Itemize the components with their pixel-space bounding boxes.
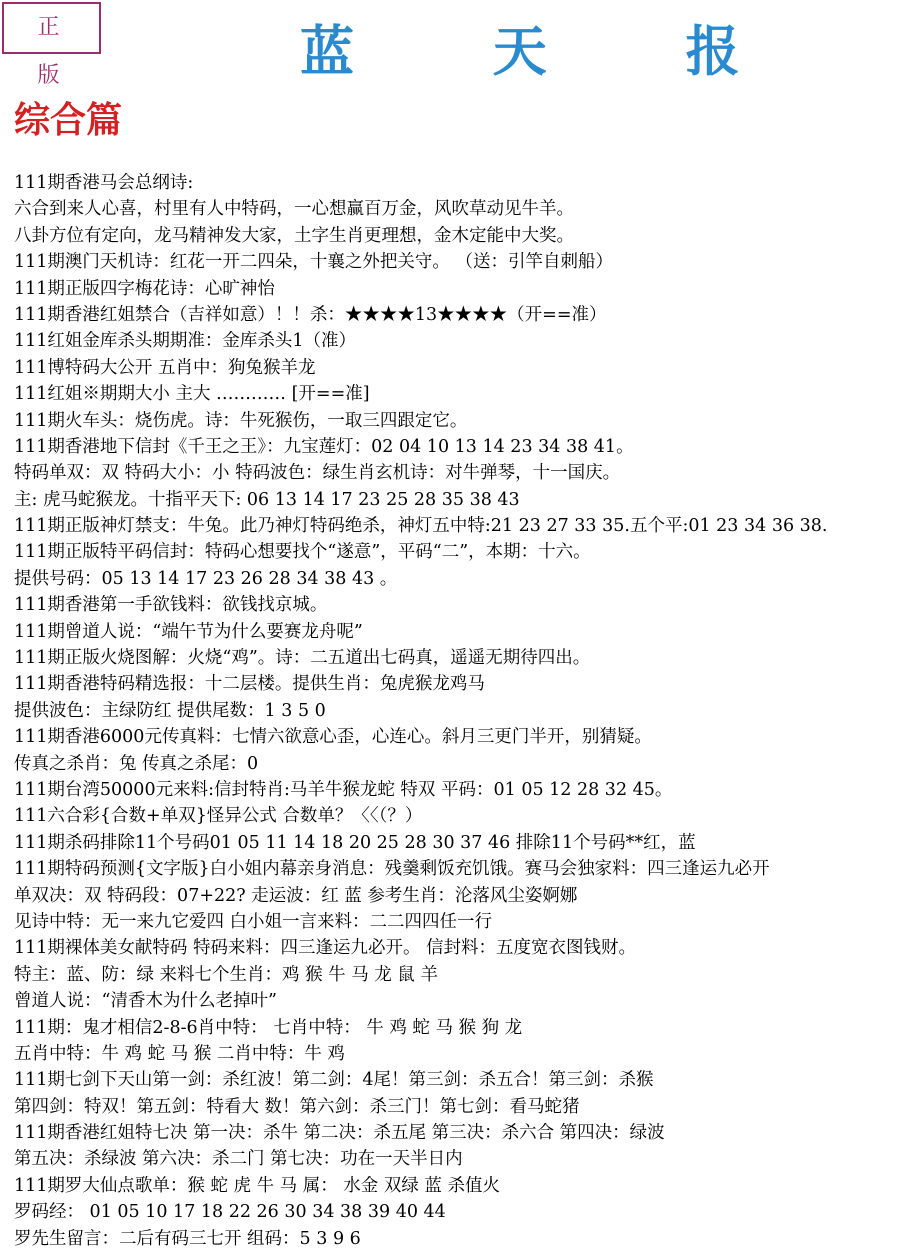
text-line: 111期七剑下天山第一剑：杀红波！第二剑：4尾！第三剑：杀五合！第三剑：杀猴 bbox=[14, 1070, 654, 1091]
text-line: 111红姐金库杀头期期准：金库杀头1（准） bbox=[14, 331, 357, 352]
text-line: 111期香港红姐禁合（吉祥如意）！！杀：★★★★13★★★★（开==准） bbox=[14, 304, 607, 325]
article-body bbox=[14, 170, 900, 1252]
text-line: 111红姐※期期大小 主大 ………… [开==准] bbox=[14, 384, 370, 405]
text-line: 提供号码：05 13 14 17 23 26 28 34 38 43 。 bbox=[14, 568, 398, 589]
text-line: 第四剑：特双！第五剑：特看大 数！第六剑：杀三门！第七剑：看马蛇猪 bbox=[14, 1096, 580, 1117]
edition-stamp: 正 版 bbox=[2, 2, 101, 54]
text-line: 111期澳门天机诗：红花一开二四朵，十襄之外把关守。 （送：引竿自刺船） bbox=[14, 252, 613, 273]
masthead-title: 蓝 天 报 bbox=[300, 19, 800, 83]
text-line: 见诗中特：无一来九它爱四 白小姐一言来料：二二四四任一行 bbox=[14, 911, 493, 932]
text-line: 111期火车头：烧伤虎。诗：牛死猴伤，一取三四跟定它。 bbox=[14, 410, 468, 431]
text-line: 111期裸体美女献特码 特码来料：四三逢运九必开。 信封料：五度宽衣图钱财。 bbox=[14, 938, 637, 959]
text-line: 特码单双：双 特码大小：小 特码波色：绿生肖玄机诗：对牛弹琴，十一国庆。 bbox=[14, 463, 621, 484]
text-line: 111期香港地下信封《千王之王》：九宝莲灯：02 04 10 13 14 23 34 38 41。 bbox=[14, 436, 634, 457]
text-line: 111期正版神灯禁支：牛兔。此乃神灯特码绝杀，神灯五中特:21 23 27 33 35.五个平:01 23 34 36 38. bbox=[14, 516, 828, 537]
text-line: 111期香港第一手欲钱料：欲钱找京城。 bbox=[14, 595, 328, 616]
text-line: 单双决：双 特码段：07+22? 走运波：红 蓝 参考生肖：沦落风尘姿婀娜 bbox=[14, 885, 578, 906]
text-line: 111六合彩{合数+单双}怪异公式 合数单？〈〈（？） bbox=[14, 806, 423, 827]
text-line: 111博特码大公开 五肖中：狗兔猴羊龙 bbox=[14, 357, 316, 378]
text-line: 传真之杀肖：兔 传真之杀尾：0 bbox=[14, 753, 259, 774]
text-line: 第五决：杀绿波 第六决：杀二门 第七决：功在一天半日内 bbox=[14, 1149, 463, 1170]
text-line: 111期曾道人说：“端午节为什么要赛龙舟呢” bbox=[14, 621, 363, 642]
text-line: 罗先生留言：二后有码三七开 组码：5 3 9 6 bbox=[14, 1228, 361, 1249]
text-line: 罗码经： 01 05 10 17 18 22 26 30 34 38 39 40 44 bbox=[14, 1202, 446, 1223]
text-line: 特主：蓝、防：绿 来料七个生肖：鸡 猴 牛 马 龙 鼠 羊 bbox=[14, 964, 438, 985]
text-line: 111期台湾50000元来料:信封特肖:马羊牛猴龙蛇 特双 平码：01 05 12 28 32 45。 bbox=[14, 779, 673, 800]
text-line: 111期特码预测{文字版}白小姐内幕亲身消息：残羹剩饭充饥饿。赛马会独家料：四三逢运九必开 bbox=[14, 859, 770, 880]
text-line: 111期香港马会总纲诗: bbox=[14, 173, 194, 193]
text-line: 111期杀码排除11个号码01 05 11 14 18 20 25 28 30 37 46 排除11个号码**红，蓝 bbox=[14, 832, 696, 853]
text-line: 111期香港6000元传真料：七情六欲意心歪，心连心。斜月三更门半开，别猜疑。 bbox=[14, 727, 652, 748]
text-line: 六合到来人心喜，村里有人中特码，一心想赢百万金，风吹草动见牛羊。 bbox=[14, 199, 574, 220]
text-line: 111期罗大仙点歌单：猴 蛇 虎 牛 马 属： 水金 双绿 蓝 杀值火 bbox=[14, 1175, 500, 1196]
text-line: 主: 虎马蛇猴龙。十指平天下: 06 13 14 17 23 25 28 35 38 43 bbox=[14, 489, 520, 510]
text-line: 八卦方位有定向，龙马精神发大家，土字生肖更理想，金木定能中大奖。 bbox=[14, 225, 574, 246]
text-line: 曾道人说：“清香木为什么老掉叶” bbox=[14, 991, 277, 1012]
section-title: 综合篇 bbox=[14, 99, 123, 141]
text-line: 五肖中特：牛 鸡 蛇 马 猴 二肖中特：牛 鸡 bbox=[14, 1043, 345, 1064]
text-line: 111期香港特码精选报：十二层楼。提供生肖：兔虎猴龙鸡马 bbox=[14, 674, 485, 695]
text-line: 111期：鬼才相信2-8-6肖中特： 七肖中特： 牛 鸡 蛇 马 猴 狗 龙 bbox=[14, 1017, 523, 1038]
text-line: 111期正版火烧图解：火烧“鸡”。诗：二五道出七码真，遥遥无期待四出。 bbox=[14, 648, 591, 669]
text-line: 111期香港红姐特七决 第一决：杀牛 第二决：杀五尾 第三决：杀六合 第四决：绿波 bbox=[14, 1123, 665, 1144]
text-line: 提供波色：主绿防红 提供尾数：1 3 5 0 bbox=[14, 700, 326, 721]
text-line: 111期正版特平码信封：特码心想要找个“遂意”，平码“二”，本期：十六。 bbox=[14, 542, 591, 563]
text-line: 111期正版四字梅花诗：心旷神怡 bbox=[14, 278, 275, 299]
